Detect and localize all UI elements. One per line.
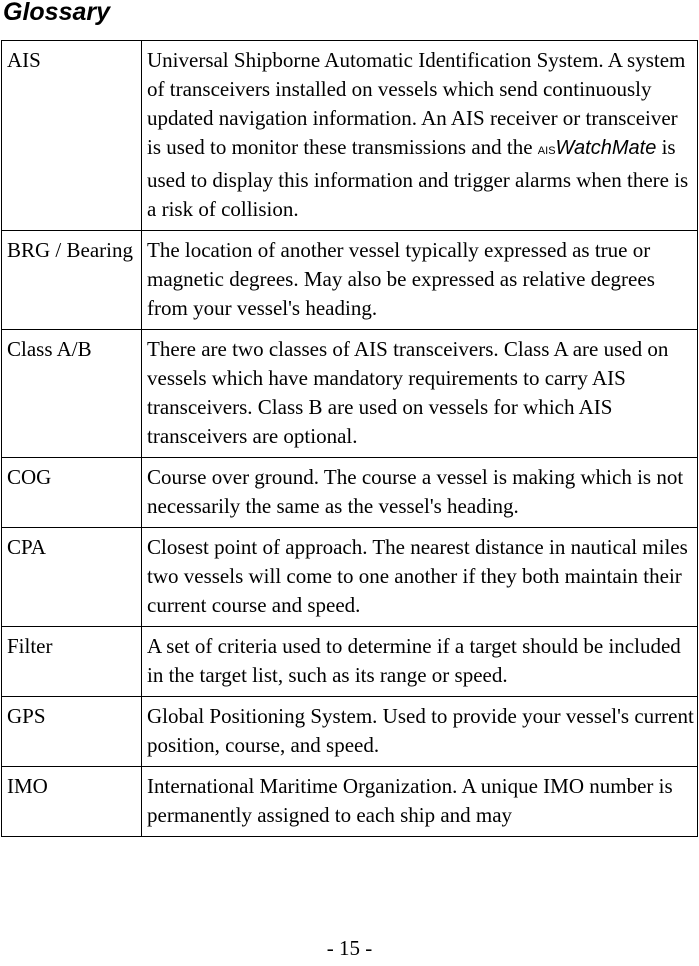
glossary-row-gps — [2, 697, 698, 767]
glossary-definition: Global Positioning System. Used to provide your vessel's current position, course, and speed. — [142, 697, 698, 767]
glossary-definition: There are two classes of AIS transceivers. Class A are used on vessels which have mandatory requirements to carry AIS transceivers. Class B are used on vessels for which AIS transceivers are optional. — [142, 330, 698, 458]
glossary-definition: The location of another vessel typically expressed as true or magnetic degrees. May also be expressed as relative degrees from your vessel's heading. — [142, 231, 698, 330]
glossary-row-imo — [2, 767, 698, 837]
glossary-term: CPA — [2, 528, 142, 627]
glossary-definition — [142, 41, 698, 231]
glossary-definition: International Maritime Organization. A unique IMO number is permanently assigned to each ship and may — [142, 767, 698, 837]
glossary-row-cog — [2, 458, 698, 528]
glossary-row-class — [2, 330, 698, 458]
glossary-definition: Closest point of approach. The nearest distance in nautical miles two vessels will come to one another if they both maintain their current course and speed. — [142, 528, 698, 627]
page-number: - 15 - — [326, 936, 373, 960]
glossary-row-cpa — [2, 528, 698, 627]
glossary-row-brg — [2, 231, 698, 330]
glossary-definition: Course over ground. The course a vessel is making which is not necessarily the same as the vessel's heading. — [142, 458, 698, 528]
definition-text: Universal Shipborne Automatic Identification System. A system of transceivers installed on vessels which send continuously updated navigation information. An AIS receiver or transceiver is used to monitor these transmissions and the — [147, 48, 686, 159]
glossary-term: AIS — [2, 41, 142, 231]
glossary-row-filter — [2, 627, 698, 697]
glossary-term: BRG / Bearing — [2, 231, 142, 330]
definition-text: is used to display this information and trigger alarms when there is a risk of collision. — [147, 135, 689, 221]
glossary-term: Filter — [2, 627, 142, 697]
glossary-term: COG — [2, 458, 142, 528]
glossary-row-ais — [2, 41, 698, 231]
product-prefix: AIS — [537, 145, 556, 157]
glossary-term: IMO — [2, 767, 142, 837]
glossary-table — [1, 40, 698, 837]
glossary-term: Class A/B — [2, 330, 142, 458]
glossary-definition: A set of criteria used to determine if a target should be included in the target list, such as its range or speed. — [142, 627, 698, 697]
glossary-term: GPS — [2, 697, 142, 767]
product-name: WatchMate — [555, 137, 657, 159]
page-title: Glossary — [3, 0, 111, 26]
